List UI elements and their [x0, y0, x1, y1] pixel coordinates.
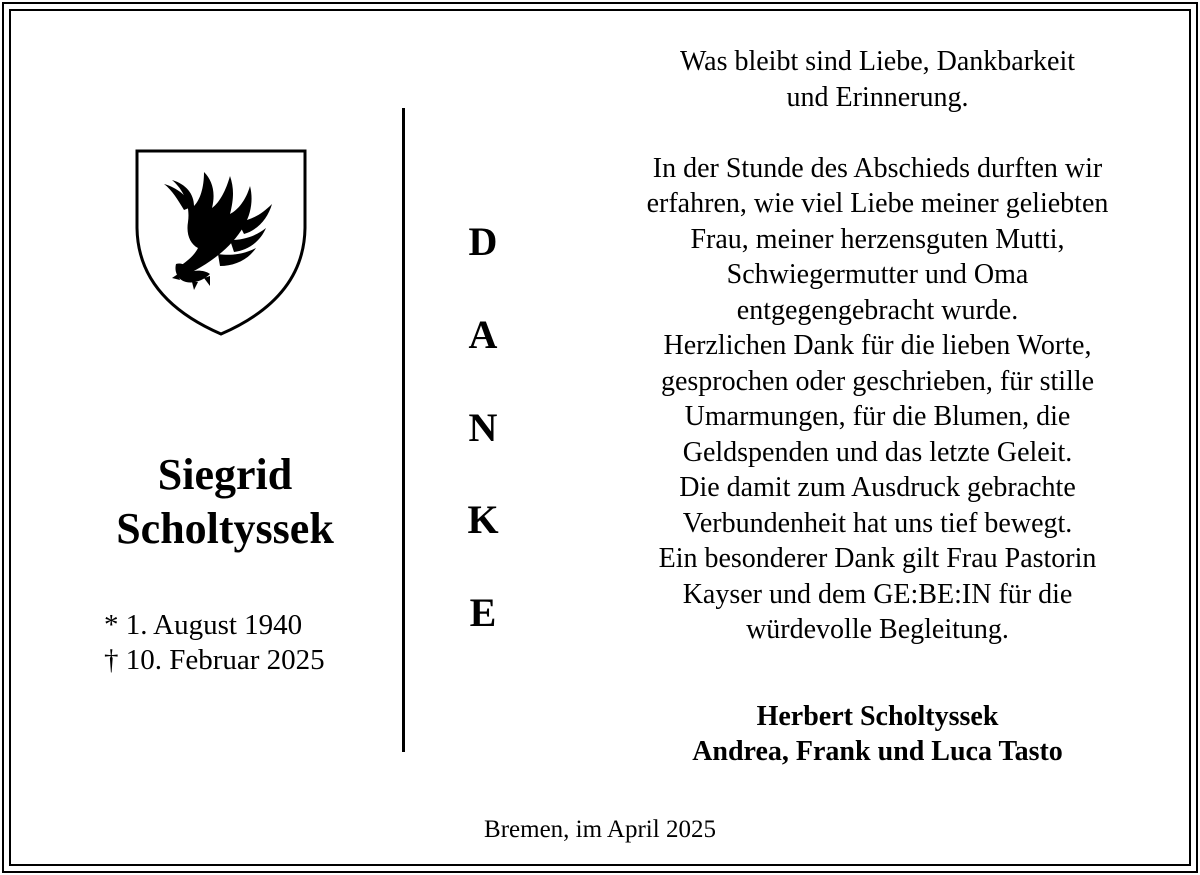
life-dates: [104, 608, 325, 678]
text-line: entgegengebracht wurde.: [736, 294, 1019, 326]
text-line: Verbundenheit hat uns tief bewegt.: [682, 507, 1073, 539]
danke-letter-k: K: [467, 497, 499, 542]
danke-letter-e: E: [469, 590, 497, 635]
text-line: In der Stunde des Abschieds durften wir: [652, 152, 1103, 184]
vertical-divider: [402, 108, 405, 752]
text-line: Ein besonderer Dank gilt Frau Pastorin: [658, 543, 1097, 574]
last-name: Scholtyssek: [116, 504, 334, 553]
signer-name: Herbert Scholtyssek: [756, 701, 999, 732]
death-date: † 10. Februar 2025: [104, 644, 325, 676]
danke-letter-n: N: [468, 405, 498, 450]
birth-date: * 1. August 1940: [104, 609, 303, 641]
text-line: Schwiegermutter und Oma: [726, 259, 1029, 290]
first-name: Siegrid: [157, 450, 293, 499]
text-line: Umarmungen, für die Blumen, die: [684, 401, 1071, 432]
text-line: Die damit zum Ausdruck gebrachte: [679, 472, 1076, 503]
danke-letter-d: D: [468, 219, 498, 264]
text-line: Herzlichen Dank für die lieben Worte,: [663, 330, 1092, 361]
text-line: Frau, meiner herzensguten Mutti,: [690, 223, 1065, 255]
text-line: würdevolle Begleitung.: [746, 614, 1009, 645]
deceased-name: [60, 448, 390, 556]
text-line: [575, 115, 1180, 151]
signer-name: Andrea, Frank und Luca Tasto: [692, 736, 1063, 767]
place-date: Bremen, im April 2025: [484, 816, 716, 843]
coat-of-arms-icon: [134, 148, 308, 338]
danke-letter-a: A: [468, 312, 498, 357]
signers: [575, 699, 1180, 769]
thank-you-text: [575, 44, 1180, 648]
text-line: Geldspenden und das letzte Geleit.: [682, 436, 1073, 468]
text-line: erfahren, wie viel Liebe meiner geliebten: [646, 188, 1109, 219]
text-line: Was bleibt sind Liebe, Dankbarkeit: [679, 46, 1076, 77]
text-line: gesprochen oder geschrieben, für stille: [660, 365, 1095, 397]
text-line: und Erinnerung.: [786, 81, 969, 113]
text-line: Kayser und dem GE:BE:IN für die: [682, 578, 1073, 610]
